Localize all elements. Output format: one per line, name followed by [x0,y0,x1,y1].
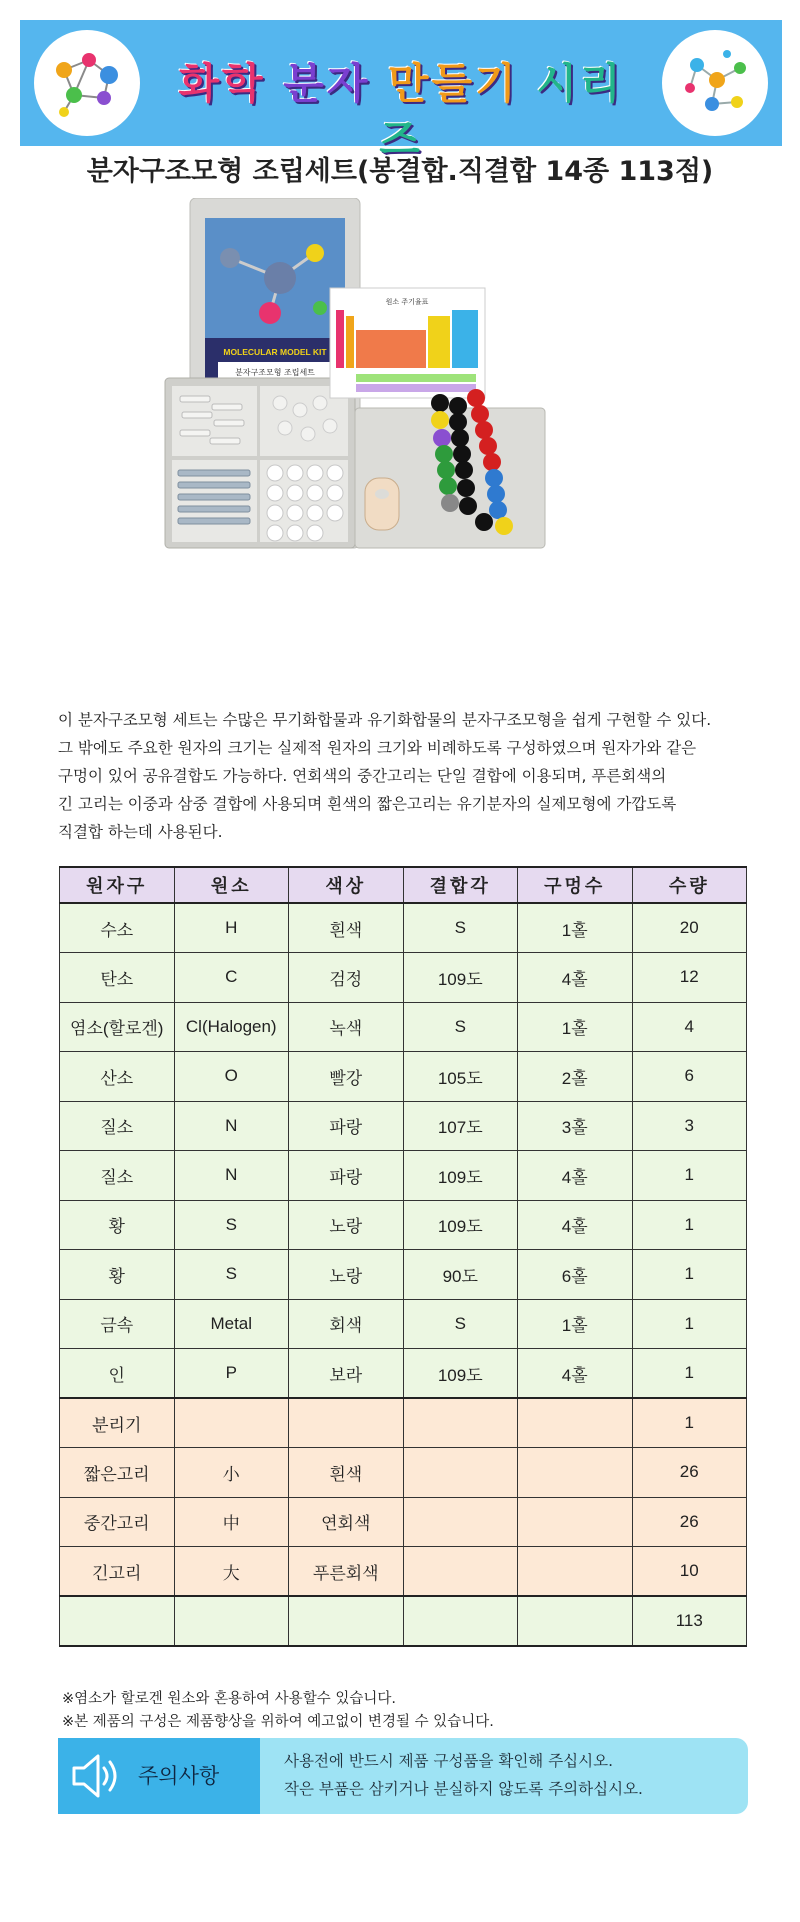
table-cell: 109도 [403,1151,518,1201]
table-cell [518,1398,633,1448]
table-cell [60,1596,175,1646]
table-cell: S [174,1250,289,1300]
banner-title [160,56,642,164]
table-cell: 4홀 [518,1151,633,1201]
table-cell: 보라 [289,1349,404,1399]
table-cell [403,1596,518,1646]
component-table [59,866,747,1647]
table-cell: 파랑 [289,1151,404,1201]
table-total-row [60,1596,747,1646]
table-cell: 26 [632,1497,747,1547]
table-cell: S [403,1299,518,1349]
product-description [58,706,758,846]
table-cell: 검정 [289,953,404,1003]
table-row [60,1448,747,1498]
box-label-ko-1: 분자구조모형 조립세트 [235,368,315,377]
banner-word-4: 시리즈 [379,59,624,164]
table-cell: 109도 [403,1200,518,1250]
table-cell: 4홀 [518,1200,633,1250]
table-cell: S [174,1200,289,1250]
caution-line-1: 사용전에 반드시 제품 구성품을 확인해 주십시오. [284,1752,614,1770]
table-row [60,1250,747,1300]
table-cell [289,1398,404,1448]
header-atom-group: 원자구 [60,867,175,903]
table-header-row [60,867,747,903]
table-row [60,1002,747,1052]
product-title: 분자구조모형 조립세트(봉결합.직결합 14종 113점) [86,156,714,187]
caution-box [58,1738,748,1814]
table-row [60,1101,747,1151]
header-quantity: 수량 [632,867,747,903]
table-cell: 회색 [289,1299,404,1349]
table-cell: 분리기 [60,1398,175,1448]
table-cell: Metal [174,1299,289,1349]
description-line: 긴 고리는 이중과 삼중 결합에 사용되며 흰색의 짧은고리는 유기분자의 실제모형에 가깝도록 [58,795,677,813]
table-row [60,1398,747,1448]
table-cell: 2홀 [518,1052,633,1102]
table-cell: 1 [632,1250,747,1300]
table-row [60,1151,747,1201]
molecule-logo-left [34,30,140,136]
table-cell: 105도 [403,1052,518,1102]
table-cell: 107도 [403,1101,518,1151]
table-cell: O [174,1052,289,1102]
table-cell: 4홀 [518,1349,633,1399]
table-cell: 중간고리 [60,1497,175,1547]
table-cell: 연회색 [289,1497,404,1547]
caution-label: 주의사항 [138,1764,220,1788]
table-cell: 109도 [403,1349,518,1399]
description-line: 그 밖에도 주요한 원자의 크기는 실제적 원자의 크기와 비례하도록 구성하였으며 원자가와 같은 [58,739,697,757]
table-cell: 긴고리 [60,1547,175,1597]
table-cell: 노랑 [289,1250,404,1300]
table-cell: 녹색 [289,1002,404,1052]
table-row [60,953,747,1003]
periodic-table-title: 원소 주기율표 [385,298,429,306]
table-cell [518,1497,633,1547]
footnotes [62,1688,494,1734]
table-cell: 小 [174,1448,289,1498]
table-cell: P [174,1349,289,1399]
table-cell: 수소 [60,903,175,953]
product-photo [150,198,650,698]
table-cell [403,1448,518,1498]
caution-label-panel [58,1738,260,1814]
table-cell: 1홀 [518,903,633,953]
table-cell: S [403,903,518,953]
table-cell: 산소 [60,1052,175,1102]
table-cell: 6홀 [518,1250,633,1300]
table-cell: 노랑 [289,1200,404,1250]
table-row [60,1200,747,1250]
table-cell: 109도 [403,953,518,1003]
table-cell [174,1398,289,1448]
table-cell [518,1596,633,1646]
table-cell: 4 [632,1002,747,1052]
table-row [60,1497,747,1547]
table-cell [289,1596,404,1646]
box-label-en: MOLECULAR MODEL KIT [223,347,327,357]
table-cell [403,1497,518,1547]
banner-word-1: 화학 [178,59,266,108]
table-cell: N [174,1101,289,1151]
molecule-icon [662,30,768,136]
table-row [60,1052,747,1102]
table-row [60,1349,747,1399]
table-cell: 흰색 [289,1448,404,1498]
table-cell: 20 [632,903,747,953]
table-cell: 황 [60,1250,175,1300]
header-color: 색상 [289,867,404,903]
caution-message-panel [260,1738,748,1814]
table-cell: 中 [174,1497,289,1547]
table-cell [518,1547,633,1597]
header-hole-count: 구멍수 [518,867,633,903]
table-row [60,1299,747,1349]
table-cell: 빨강 [289,1052,404,1102]
molecule-logo-right [662,30,768,136]
table-cell: 1 [632,1299,747,1349]
table-cell: 1 [632,1349,747,1399]
table-cell: 인 [60,1349,175,1399]
table-cell: 1홀 [518,1002,633,1052]
table-cell: 흰색 [289,903,404,953]
table-cell: 짧은고리 [60,1448,175,1498]
table-cell: 황 [60,1200,175,1250]
table-cell: 탄소 [60,953,175,1003]
speaker-icon [68,1750,124,1802]
kit-illustration [150,198,650,698]
table-cell: 1 [632,1398,747,1448]
table-cell: 금속 [60,1299,175,1349]
table-cell: S [403,1002,518,1052]
table-cell: 질소 [60,1101,175,1151]
header-banner [20,20,782,164]
footnote: ※본 제품의 구성은 제품향상을 위하여 예고없이 변경될 수 있습니다. [62,1714,494,1730]
header-bond-angle: 결합각 [403,867,518,903]
banner-word-3: 만들기 [388,59,519,108]
table-cell [174,1596,289,1646]
table-cell: 1 [632,1200,747,1250]
table-cell: 파랑 [289,1101,404,1151]
molecule-icon [34,30,140,136]
table-cell: 12 [632,953,747,1003]
table-cell: 90도 [403,1250,518,1300]
total-quantity: 113 [632,1596,747,1646]
table-cell: 푸른회색 [289,1547,404,1597]
table-cell: 3 [632,1101,747,1151]
table-cell: 大 [174,1547,289,1597]
table-cell: 6 [632,1052,747,1102]
table-cell [403,1398,518,1448]
table-cell [518,1448,633,1498]
table-cell: 10 [632,1547,747,1597]
table-cell: 4홀 [518,953,633,1003]
footnote: ※염소가 할로겐 원소와 혼용하여 사용할수 있습니다. [62,1691,396,1707]
table-cell: 1 [632,1151,747,1201]
table-cell: 질소 [60,1151,175,1201]
caution-line-2: 작은 부품은 삼키거나 분실하지 않도록 주의하십시오. [284,1780,643,1798]
table-cell: N [174,1151,289,1201]
description-line: 이 분자구조모형 세트는 수많은 무기화합물과 유기화합물의 분자구조모형을 쉽게 구현할 수 있다. [58,711,712,729]
table-cell: 3홀 [518,1101,633,1151]
table-cell: 26 [632,1448,747,1498]
header-element: 원소 [174,867,289,903]
table-row [60,903,747,953]
table-cell: H [174,903,289,953]
table-cell: 염소(할로겐) [60,1002,175,1052]
table-cell: 1홀 [518,1299,633,1349]
banner-word-2: 분자 [283,59,371,108]
table-cell [403,1547,518,1597]
table-cell: C [174,953,289,1003]
table-row [60,1547,747,1597]
table-cell: Cl(Halogen) [174,1002,289,1052]
description-line: 직결합 하는데 사용된다. [58,823,223,841]
description-line: 구멍이 있어 공유결합도 가능하다. 연회색의 중간고리는 단일 결합에 이용되며, 푸른회색의 [58,767,667,785]
